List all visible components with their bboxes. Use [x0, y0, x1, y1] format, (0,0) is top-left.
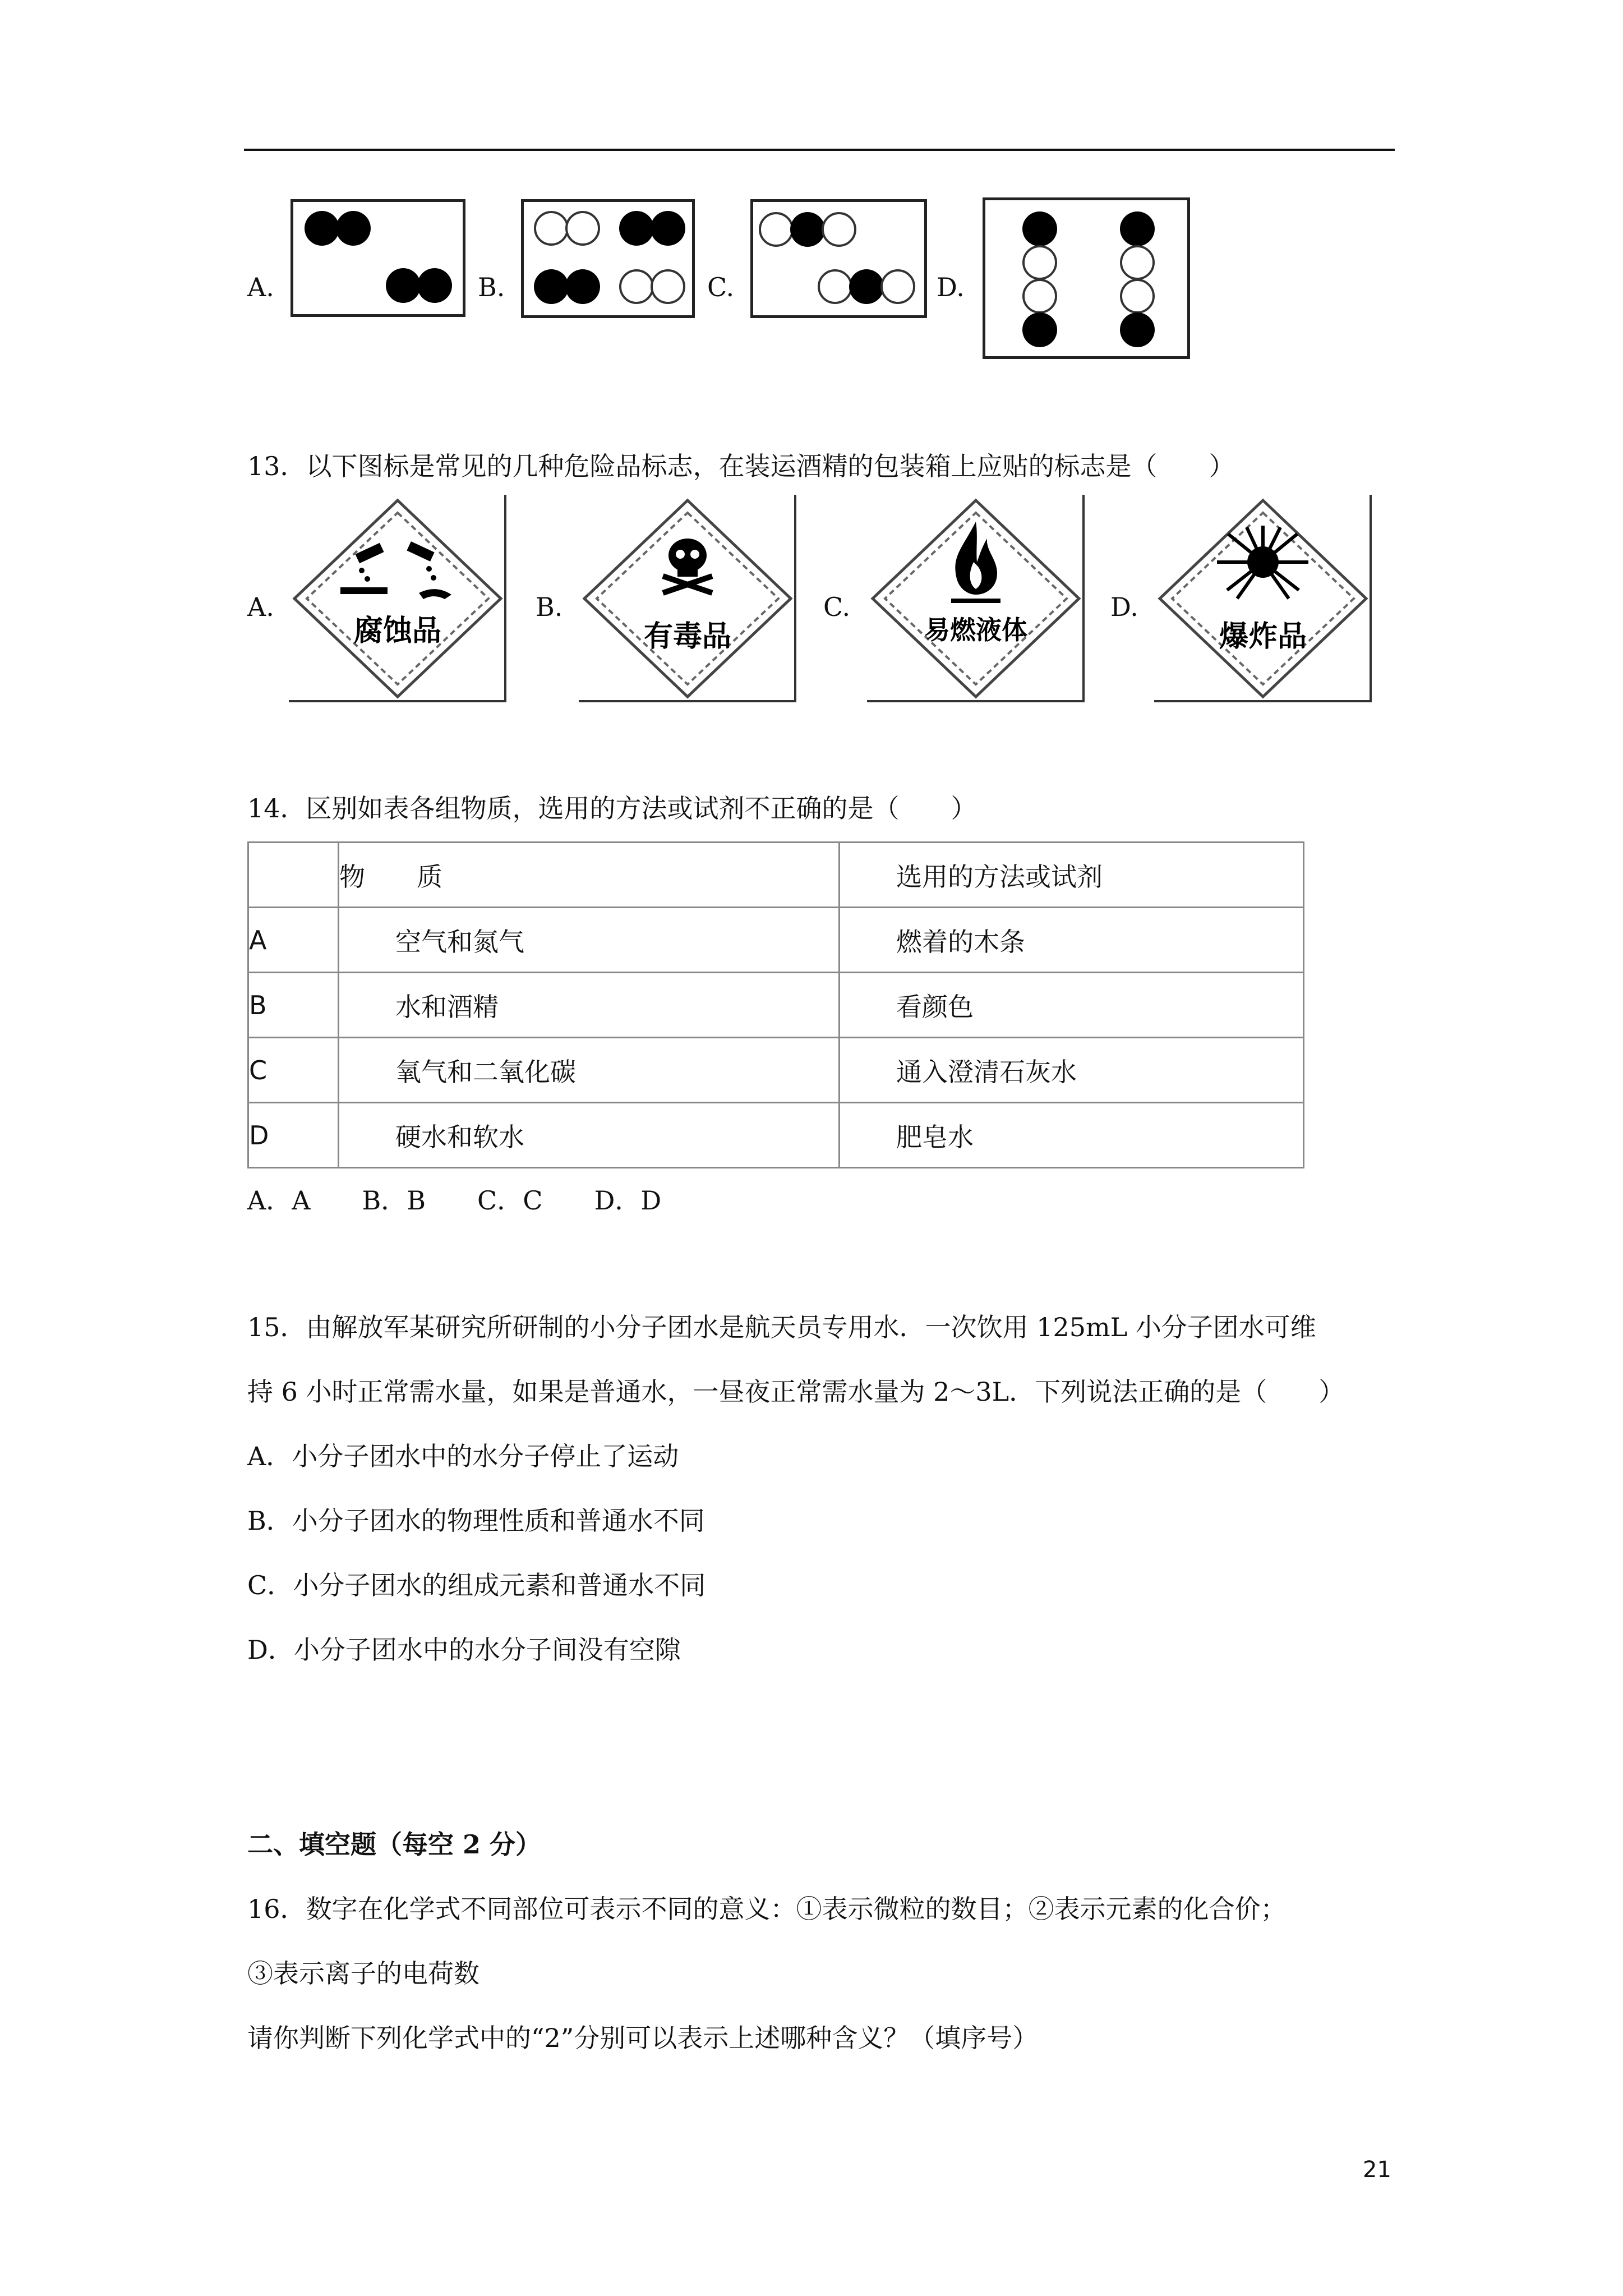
table-row: [248, 1038, 1304, 1103]
q14-stem: 14．区别如表各组物质，选用的方法或试剂不正确的是（ ）: [247, 793, 977, 823]
q13-option-a-sign-text: 腐蚀品: [353, 614, 441, 648]
explosion-icon: [1154, 495, 1372, 702]
flame-icon: [867, 495, 1085, 702]
row-method: 通入澄清石灰水: [840, 1038, 1304, 1103]
black-atom-icon: [305, 211, 339, 246]
q15-stem-line1: 15．由解放军某研究所研制的小分子团水是航天员专用水．一次饮用 125mL 小分子团水可维: [247, 1312, 1316, 1342]
black-atom-icon: [565, 269, 600, 304]
q15-option-d: D．小分子团水中的水分子间没有空隙: [247, 1635, 681, 1665]
white-atom-icon: [1022, 279, 1057, 314]
q13-stem: 13．以下图标是常见的几种危险品标志，在装运酒精的包装箱上应贴的标志是（ ）: [247, 451, 1235, 481]
black-atom-icon: [1022, 211, 1057, 246]
row-method: 肥皂水: [840, 1103, 1304, 1168]
q13-option-c-label: C.: [823, 592, 851, 622]
row-method: 燃着的木条: [840, 908, 1304, 973]
row-substances: 水和酒精: [339, 973, 840, 1038]
q12-option-d-diagram: [983, 197, 1190, 359]
q16-stem-line3: 请你判断下列化学式中的“2”分别可以表示上述哪种含义？（填序号）: [247, 2023, 1039, 2053]
table-row: [248, 973, 1304, 1038]
black-atom-icon: [386, 268, 421, 303]
q12-option-b-diagram: [521, 199, 695, 318]
black-atom-icon: [417, 268, 452, 303]
q12-option-b-label: B.: [478, 272, 505, 302]
section-heading: 二、填空题（每空 2 分）: [247, 1829, 542, 1860]
table-row: [248, 908, 1304, 973]
row-key: D: [248, 1103, 339, 1168]
black-atom-icon: [336, 211, 371, 246]
q15-option-b: B．小分子团水的物理性质和普通水不同: [247, 1506, 705, 1536]
black-atom-icon: [1120, 211, 1155, 246]
q12-option-c-label: C.: [707, 272, 735, 302]
row-key: B: [248, 973, 339, 1038]
white-atom-icon: [1120, 279, 1155, 314]
white-atom-icon: [1022, 245, 1057, 280]
header-method-cell: 选用的方法或试剂: [840, 843, 1304, 908]
q12-option-c-diagram: [750, 199, 927, 318]
white-atom-icon: [651, 269, 685, 304]
q15-option-a: A．小分子团水中的水分子停止了运动: [247, 1441, 679, 1471]
white-atom-icon: [759, 212, 794, 247]
q13-option-c-sign: [867, 495, 1085, 702]
q13-option-d-label: D.: [1110, 592, 1138, 622]
header-substance-cell: 物 质: [339, 843, 840, 908]
row-method: 看颜色: [840, 973, 1304, 1038]
header-rule: [244, 149, 1395, 151]
black-atom-icon: [790, 212, 825, 247]
row-substances: 硬水和软水: [339, 1103, 840, 1168]
black-atom-icon: [849, 269, 884, 304]
page-number: 21: [1363, 2157, 1391, 2183]
white-atom-icon: [880, 269, 915, 304]
q13-option-a-label: A.: [247, 592, 274, 622]
q13-option-b-label: B.: [536, 592, 563, 622]
q12-option-a-diagram: [291, 199, 465, 317]
row-substances: 空气和氮气: [339, 908, 840, 973]
row-key: C: [248, 1038, 339, 1103]
q15-stem-line2: 持 6 小时正常需水量，如果是普通水，一昼夜正常需水量为 2～3L．下列说法正确的是（ ）: [247, 1377, 1345, 1407]
q13-option-a-sign: [289, 495, 506, 702]
q13-option-c-sign-text: 易燃液体: [924, 615, 1027, 645]
q13-option-b-sign: [579, 495, 796, 702]
corrosive-icon: [289, 495, 506, 702]
q16-stem-line1: 16．数字在化学式不同部位可表示不同的意义：①表示微粒的数目；②表示元素的化合价；: [247, 1894, 1287, 1924]
white-atom-icon: [822, 212, 856, 247]
q16-stem-line2: ③表示离子的电荷数: [247, 1958, 479, 1989]
q13-option-b-sign-text: 有毒品: [643, 620, 731, 654]
white-atom-icon: [534, 211, 569, 246]
q13-option-d-sign-text: 爆炸品: [1219, 620, 1307, 654]
q12-option-d-label: D.: [937, 272, 965, 302]
white-atom-icon: [619, 269, 654, 304]
table-header-row: [248, 843, 1304, 908]
row-substances: 氧气和二氧化碳: [339, 1038, 840, 1103]
black-atom-icon: [1120, 312, 1155, 347]
black-atom-icon: [651, 211, 685, 246]
white-atom-icon: [818, 269, 852, 304]
black-atom-icon: [619, 211, 654, 246]
black-atom-icon: [534, 269, 569, 304]
q14-table: [247, 841, 1304, 1168]
white-atom-icon: [565, 211, 600, 246]
q14-answer-options: A．A B．B C．C D．D: [247, 1185, 662, 1216]
header-key-cell: [248, 843, 339, 908]
q15-option-c: C．小分子团水的组成元素和普通水不同: [247, 1570, 706, 1600]
q13-option-d-sign: [1154, 495, 1372, 702]
skull-icon: [579, 495, 796, 702]
table-row: [248, 1103, 1304, 1168]
q12-option-a-label: A.: [247, 272, 274, 302]
black-atom-icon: [1022, 312, 1057, 347]
row-key: A: [248, 908, 339, 973]
white-atom-icon: [1120, 245, 1155, 280]
